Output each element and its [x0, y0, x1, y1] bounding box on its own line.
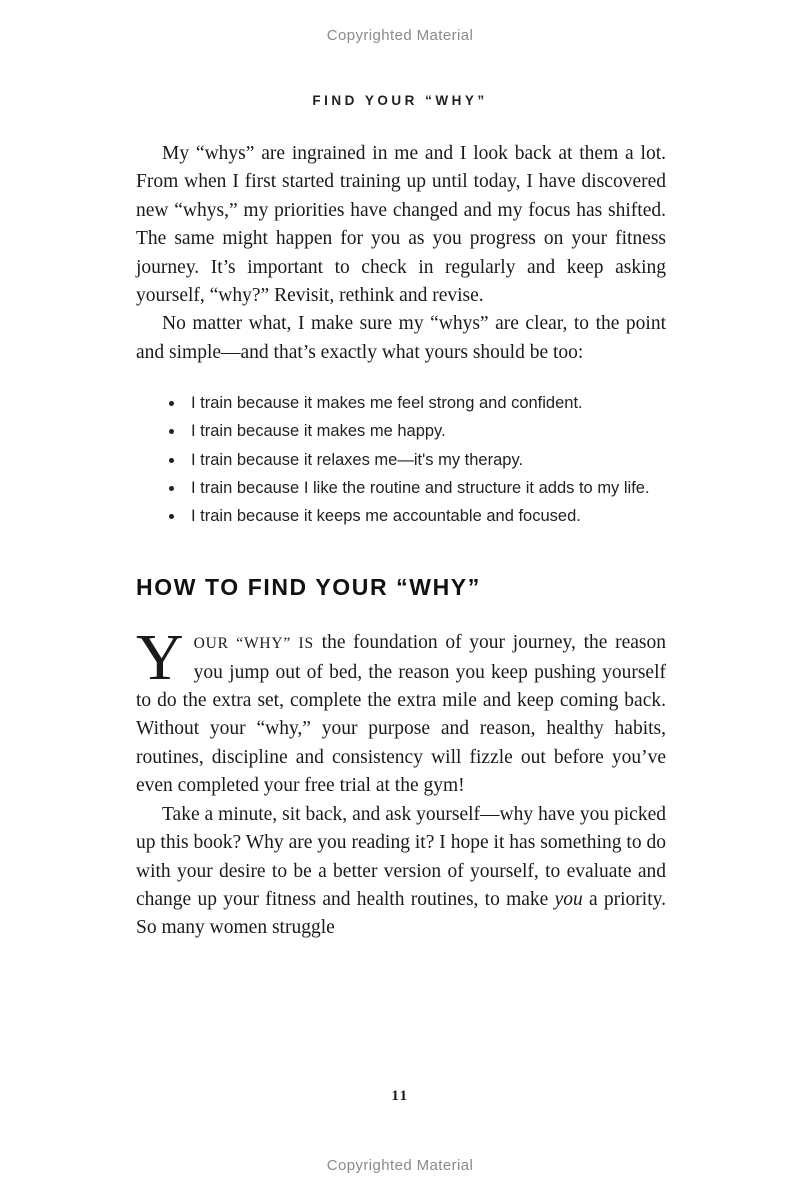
bullet-item: • I train because it makes me happy.: [185, 417, 666, 445]
lead-in-smallcaps: OUR “WHY” IS: [193, 635, 314, 653]
paragraph-no-matter-what: No matter what, I make sure my “whys” are clear, to the point and simple—and that’s exactly what yours should be too:: [136, 313, 666, 363]
copyright-notice-bottom: Copyrighted Material: [326, 1157, 474, 1174]
section-heading-how-to-find-your-why: HOW TO FIND YOUR “WHY”: [136, 574, 481, 601]
running-head: FIND YOUR “WHY”: [312, 93, 488, 108]
copyright-notice-top: Copyrighted Material: [326, 27, 474, 44]
italic-word-you: you: [554, 888, 583, 910]
bullet-item: • I train because I like the routine and structure it adds to my life.: [185, 474, 666, 502]
paragraph-dropcap-your-why: [136, 621, 666, 800]
page-number: 11: [391, 1088, 409, 1104]
bullet-item: • I train because it keeps me accountable and focused.: [185, 502, 666, 530]
paragraph-take-a-minute: [136, 801, 666, 943]
paragraph-text: Take a minute, sit back, and ask yourself—why have you picked up this book? Why are you reading it? I hope it has something to do with your desire to be a better version of yourself, to evaluate and change up your fitness and health routines, to make: [136, 803, 666, 910]
paragraph-text: a priority. So many women struggle: [136, 888, 666, 939]
bullet-item: • I train because it makes me feel strong and confident.: [185, 389, 666, 417]
drop-cap-letter: Y: [136, 621, 184, 695]
train-reasons-bullet-list: [136, 389, 666, 530]
paragraph-text: the foundation of your journey, the reason you jump out of bed, the reason you keep pushing yourself to do the extra set, complete the extra mile and keep coming back. Without your “why,” your purpose and reason, healthy habits, routines, discipline and consistency will fizzle out before you’ve even completed your free trial at the gym!: [136, 632, 666, 797]
paragraph-whys-ingrained: My “whys” are ingrained in me and I look back at them a lot. From when I first started training up until today, I have discovered new “whys,” my priorities have changed and my focus has shifted. The same might happen for you as you progress on your fitness journey. It’s important to check in regularly and keep asking yourself, “why?” Revisit, rethink and revise.: [136, 143, 666, 307]
bullet-item: • I train because it relaxes me—it's my therapy.: [185, 446, 666, 474]
page-content: [136, 140, 666, 943]
